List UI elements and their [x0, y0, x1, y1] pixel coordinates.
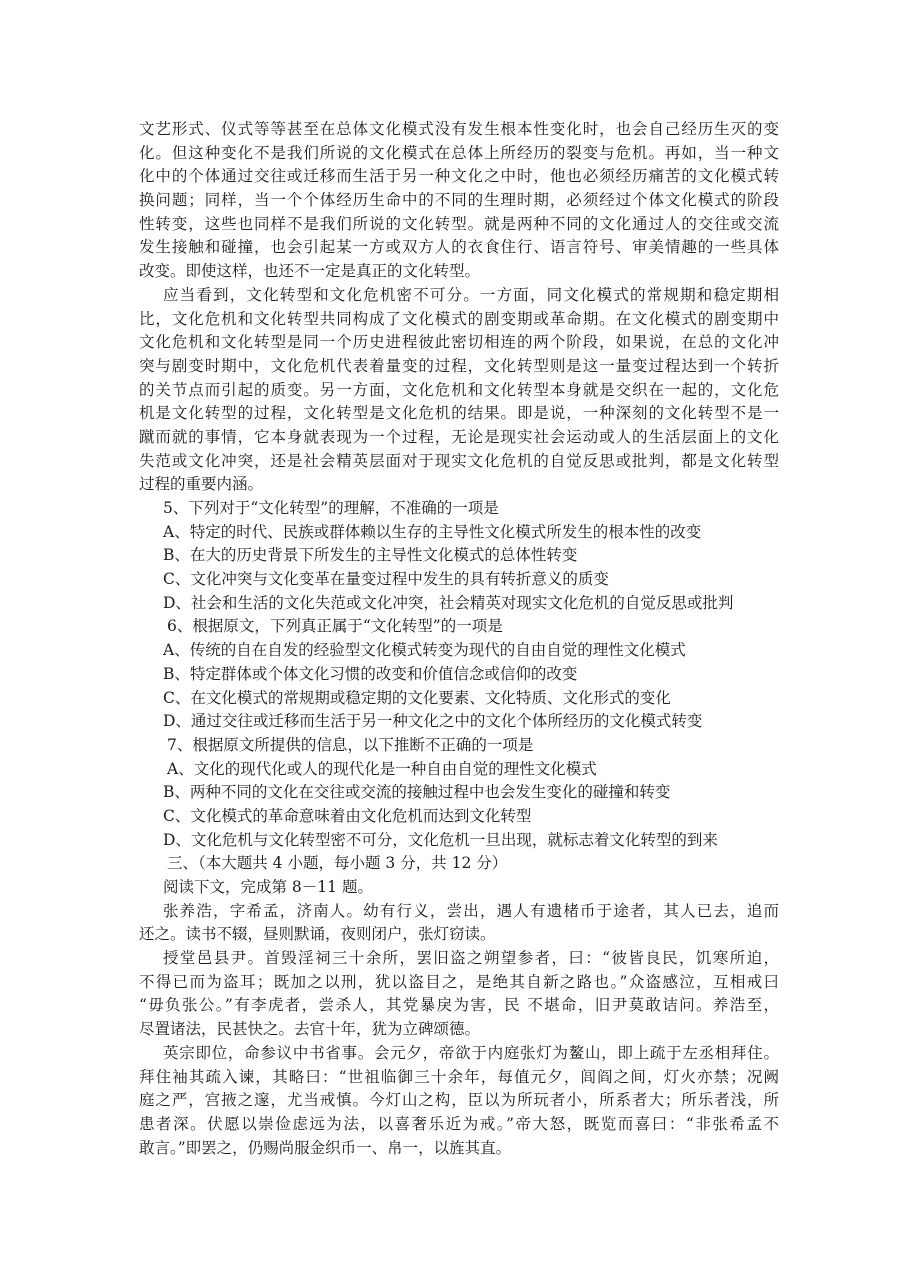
text-line: 换问题；同样，当一个个体经历生命中的不同的生理时期，必须经过个体文化模式的阶段	[139, 191, 779, 210]
text-line: 化。但这种变化不是我们所说的文化模式在总体上所经历的裂变与危机。再如，当一种文	[139, 143, 779, 162]
text-line: 文化危机和文化转型是同一个历史进程彼此密切相连的两个阶段，如果说，在总的文化冲	[139, 333, 779, 352]
question-6: 6、根据原文，下列真正属于“文化转型”的一项是	[167, 617, 503, 636]
question-5: 5、下列对于“文化转型”的理解，不准确的一项是	[163, 499, 499, 517]
text-line: 发生接触和碰撞，也会引起某一方或双方人的衣食住行、语言符号、审美情趣的一些具体	[139, 238, 779, 257]
text-line: 尽置诸法，民甚快之。去官十年，犹为立碑颂德。	[139, 1020, 481, 1039]
option-c: C、文化冲突与文化变革在量变过程中发生的具有转折意义的质变	[163, 570, 609, 589]
option-b: B、两种不同的文化在交往或交流的接触过程中也会发生变化的碰撞和转变	[163, 783, 671, 802]
text-line: 失范或文化冲突，还是社会精英层面对于现实文化危机的自觉反思或批判，都是文化转型	[139, 451, 779, 470]
text-line: 患者深。伏愿以崇俭虑远为法，以喜奢乐近为戒。”帝大怒，既览而喜曰：“非张希孟不	[139, 1114, 779, 1133]
text-line: 改变。即使这样，也还不一定是真正的文化转型。	[139, 262, 481, 281]
text-line: 不得已而为盗耳；既加之以刑，犹以盗目之，是绝其自新之路也。”众盗感泣，互相戒曰	[139, 972, 779, 991]
text-line: 机是文化转型的过程，文化转型是文化危机的结果。即是说，一种深刻的文化转型不是一	[139, 404, 779, 423]
text-line: 化中的个体通过交往或迁移而生活于另一种文化之中时，他也必须经历痛苦的文化模式转	[139, 167, 779, 186]
text-line: 庭之严，宫掖之邃，尤当戒慎。今灯山之构，臣以为所玩者小，所系者大；所乐者浅，所	[139, 1091, 779, 1110]
text-line: 比，文化危机和文化转型共同构成了文化模式的剧变期或革命期。在文化模式的剧变期中	[139, 309, 779, 328]
text-line: 拜住袖其疏入谏，其略曰：“世祖临御三十余年，每值元夕，闾阎之间，灯火亦禁；况阙	[139, 1067, 779, 1086]
option-d: D、文化危机与文化转型密不可分，文化危机一旦出现，就标志着文化转型的到来	[163, 830, 718, 849]
option-a: A、特定的时代、民族或群体赖以生存的主导性文化模式所发生的根本性的改变	[163, 522, 702, 541]
paragraph-start-line: 应当看到，文化转型和文化危机密不可分。一方面，同文化模式的常规期和稳定期相	[163, 285, 779, 304]
question-7: 7、根据原文所提供的信息，以下推断不正确的一项是	[167, 735, 534, 754]
text-line: 突与剧变时期中，文化危机代表着量变的过程，文化转型则是这一量变过程达到一个转折	[139, 356, 779, 375]
paragraph-start-line: 授堂邑县尹。首毁淫祠三十余所，罢旧盗之朔望参者，曰：“彼皆良民，饥寒所迫，	[163, 949, 779, 968]
option-d: D、通过交往或迁移而生活于另一种文化之中的文化个体所经历的文化模式转变	[163, 712, 703, 731]
text-line: 还之。读书不辍，昼则默诵，夜则闭户，张灯窃读。	[139, 925, 496, 944]
option-c: C、在文化模式的常规期或稳定期的文化要素、文化特质、文化形式的变化	[163, 688, 671, 707]
option-d: D、社会和生活的文化失范或文化冲突，社会精英对现实文化危机的自觉反思或批判	[163, 593, 734, 612]
option-a: A、传统的自在自发的经验型文化模式转变为现代的自由自觉的理性文化模式	[163, 641, 686, 660]
text-line: 文艺形式、仪式等等甚至在总体文化模式没有发生根本性变化时，也会自己经历生灭的变	[139, 120, 779, 138]
text-line: 性转变，这些也同样不是我们所说的文化转型。就是两种不同的文化通过人的交往或交流	[139, 214, 779, 233]
text-line: 敢言。”即罢之，仍赐尚服金织币一、帛一，以旌其直。	[139, 1138, 512, 1157]
text-line: 的关节点而引起的质变。另一方面，文化危机和文化转型本身就是交织在一起的，文化危	[139, 380, 779, 399]
option-b: B、特定群体或个体文化习惯的改变和价值信念或信仰的改变	[163, 664, 578, 683]
option-b: B、在大的历史背景下所发生的主导性文化模式的总体性转变	[163, 546, 578, 565]
paragraph-start-line: 英宗即位，命参议中书省事。会元夕，帝欲于内庭张灯为鳌山，即上疏于左丞相拜住。	[163, 1043, 779, 1062]
text-line: “毋负张公。”有李虎者，尝杀人，其党暴戾为害，民 不堪命，旧尹莫敢诘问。养浩至，	[139, 996, 779, 1015]
instruction: 阅读下文，完成第 8－11 题。	[163, 878, 373, 896]
section-heading: 三、（本大题共 4 小题，每小题 3 分，共 12 分）	[167, 854, 508, 873]
text-line: 过程的重要内涵。	[139, 475, 264, 494]
paragraph-start-line: 张养浩，字希孟，济南人。幼有行义，尝出，遇人有遗楮币于途者，其人已去，追而	[163, 901, 779, 920]
text-line: 蹴而就的事情，它本身就表现为一个过程，无论是现实社会运动或人的生活层面上的文化	[139, 427, 779, 446]
option-c: C、文化模式的革命意味着由文化危机而达到文化转型	[163, 806, 532, 825]
option-a: A、文化的现代化或人的现代化是一种自由自觉的理性文化模式	[167, 759, 597, 778]
document-page	[139, 118, 779, 1160]
